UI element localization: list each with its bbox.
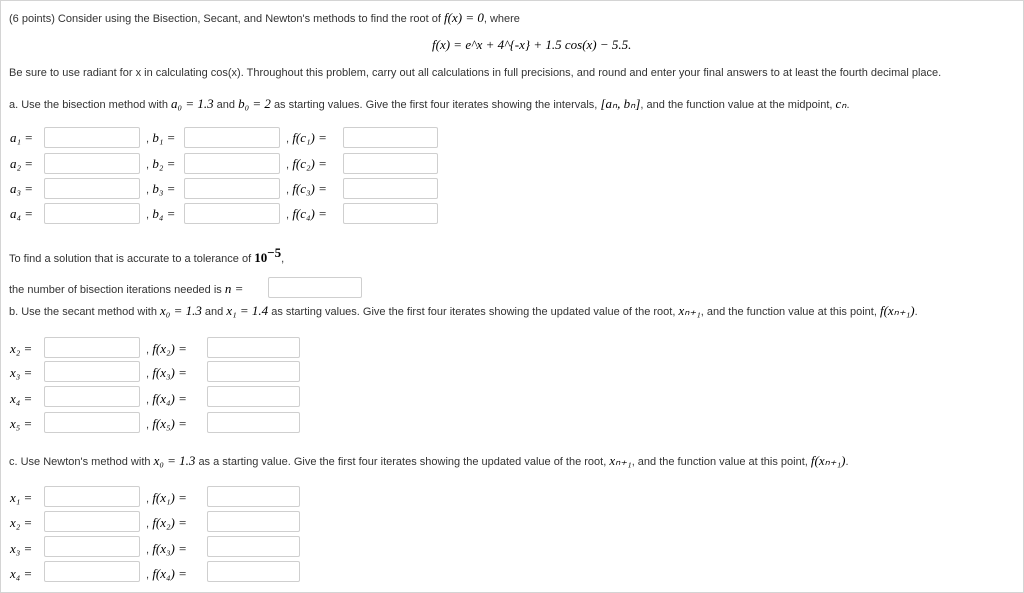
function-equation: f(x) = e^x + 4^{-x} + 1.5 cos(x) − 5.5.	[432, 37, 632, 52]
instructions-text: Be sure to use radiant for x in calculating cos(x). Throughout this problem, carry out all calculations in full precisions, and round and enter your final answers to at least the fourth decimal place.	[9, 67, 942, 79]
iterations-text: the number of bisection iterations needed is	[9, 284, 222, 296]
label-sx4: x₄ =	[10, 391, 33, 406]
label-b4: , b₄ =	[146, 206, 176, 221]
part-c-x0: x₀ = 1.3	[153, 453, 196, 468]
input-b3[interactable]	[184, 178, 280, 199]
label-nx3: x₃ =	[10, 541, 33, 556]
label-fc4: , f(c₄) =	[286, 206, 327, 221]
label-nx1: x₁ =	[10, 490, 33, 505]
tolerance-value: 10	[254, 250, 268, 265]
label-nfx2: , f(x₂) =	[146, 515, 187, 530]
label-nx2: x₂ =	[10, 515, 33, 530]
label-a3: a₃ =	[10, 181, 34, 196]
part-a-text-3: , and the function value at the midpoint,	[640, 99, 833, 111]
label-b3: , b₃ =	[146, 181, 176, 196]
input-newton-fx2[interactable]	[207, 511, 300, 532]
part-a-text-2: as starting values. Give the first four iterates showing the intervals,	[273, 99, 598, 111]
label-sfx4: , f(x₄) =	[146, 391, 187, 406]
label-sx2: x₂ =	[10, 341, 33, 356]
input-newton-fx1[interactable]	[207, 486, 300, 507]
label-nfx3: , f(x₃) =	[146, 541, 187, 556]
label-nfx1: , f(x₁) =	[146, 490, 187, 505]
part-b-text-3: , and the function value at this point,	[700, 306, 877, 318]
input-newton-x2[interactable]	[44, 511, 140, 532]
iterations-line	[9, 281, 243, 297]
input-secant-fx5[interactable]	[207, 412, 300, 433]
part-b-text-2: as starting values. Give the first four iterates showing the updated value of the root,	[271, 306, 676, 318]
input-secant-x4[interactable]	[44, 386, 140, 407]
input-fc2[interactable]	[343, 153, 438, 174]
label-a2: a₂ =	[10, 156, 34, 171]
part-a-text-1: a. Use the bisection method with	[9, 99, 168, 111]
input-b4[interactable]	[184, 203, 280, 224]
input-newton-fx3[interactable]	[207, 536, 300, 557]
part-c-xn1: xₙ₊₁	[609, 453, 632, 468]
part-b-x1: x₁ = 1.4	[226, 303, 269, 318]
input-secant-x2[interactable]	[44, 337, 140, 358]
part-b-x0: x₀ = 1.3	[160, 303, 202, 318]
intro-suffix: , where	[483, 13, 520, 25]
part-c-header: c. Use Newton's method with x₀ = 1.3 as a starting value. Give the first four iterates showing the updated value of the root, xₙ₊₁, and the function value at this point, f(xₙ₊₁).	[9, 453, 849, 468]
label-fc2: , f(c₂) =	[286, 156, 327, 171]
label-fc1: , f(c₁) =	[286, 130, 327, 145]
label-sx3: x₃ =	[10, 365, 33, 380]
input-a3[interactable]	[44, 178, 140, 199]
label-sfx3: , f(x₃) =	[146, 365, 187, 380]
input-secant-x5[interactable]	[44, 412, 140, 433]
input-b2[interactable]	[184, 153, 280, 174]
part-b-text-1: b. Use the secant method with	[9, 306, 157, 318]
input-newton-x4[interactable]	[44, 561, 140, 582]
input-fc4[interactable]	[343, 203, 438, 224]
input-newton-x1[interactable]	[44, 486, 140, 507]
part-b-header: b. Use the secant method with x₀ = 1.3 and x₁ = 1.4 as starting values. Give the first four iterates showing the updated value of the root, xₙ₊₁, and the function value at this point, f(xₙ₊₁).	[9, 303, 918, 318]
input-a2[interactable]	[44, 153, 140, 174]
intro-fx-eq: f(x) = 0	[444, 10, 484, 25]
input-b1[interactable]	[184, 127, 280, 148]
input-newton-fx4[interactable]	[207, 561, 300, 582]
label-b1: , b₁ =	[146, 130, 176, 145]
part-a-header: a. Use the bisection method with a₀ = 1.3 and b₀ = 2 as starting values. Give the first four iterates showing the intervals, [aₙ, bₙ], and the function value at the midpoint, cₙ.	[9, 96, 850, 111]
part-a-b0: b₀ = 2	[238, 96, 271, 111]
label-sx5: x₅ =	[10, 416, 33, 431]
part-b-xn1: xₙ₊₁	[678, 303, 701, 318]
input-secant-x3[interactable]	[44, 361, 140, 382]
label-nx4: x₄ =	[10, 566, 33, 581]
input-n[interactable]	[268, 277, 362, 298]
intro-prefix: (6 points) Consider using the Bisection, Secant, and Newton's methods to find the root of	[9, 13, 441, 25]
intro-line	[9, 10, 520, 26]
input-secant-fx2[interactable]	[207, 337, 300, 358]
part-a-cn: cₙ	[835, 96, 847, 111]
input-newton-x3[interactable]	[44, 536, 140, 557]
tolerance-exp: −5	[267, 245, 282, 260]
part-c-text-2: as a starting value. Give the first four iterates showing the updated value of the root,	[198, 456, 607, 468]
part-c-text-3: , and the function value at this point,	[631, 456, 808, 468]
tolerance-line: To find a solution that is accurate to a tolerance of $10^{-5}$,	[9, 245, 285, 265]
part-a-a0: a₀ = 1.3	[171, 96, 214, 111]
input-fc3[interactable]	[343, 178, 438, 199]
label-sfx5: , f(x₅) =	[146, 416, 187, 431]
input-secant-fx3[interactable]	[207, 361, 300, 382]
label-sfx2: , f(x₂) =	[146, 341, 187, 356]
label-a4: a₄ =	[10, 206, 34, 221]
tolerance-text: To find a solution that is accurate to a tolerance of	[9, 253, 252, 265]
part-a-and: and	[216, 99, 236, 111]
part-c-text-1: c. Use Newton's method with	[9, 456, 151, 468]
part-c-fxn1: f(xₙ₊₁)	[810, 453, 846, 468]
input-fc1[interactable]	[343, 127, 438, 148]
part-b-and: and	[204, 306, 224, 318]
input-a1[interactable]	[44, 127, 140, 148]
input-a4[interactable]	[44, 203, 140, 224]
part-a-interval: [aₙ, bₙ]	[600, 96, 641, 111]
part-b-fxn1: f(xₙ₊₁)	[879, 303, 915, 318]
label-b2: , b₂ =	[146, 156, 176, 171]
label-a1: a₁ =	[10, 130, 34, 145]
input-secant-fx4[interactable]	[207, 386, 300, 407]
label-fc3: , f(c₃) =	[286, 181, 327, 196]
label-nfx4: , f(x₄) =	[146, 566, 187, 581]
n-label: n =	[224, 281, 244, 296]
